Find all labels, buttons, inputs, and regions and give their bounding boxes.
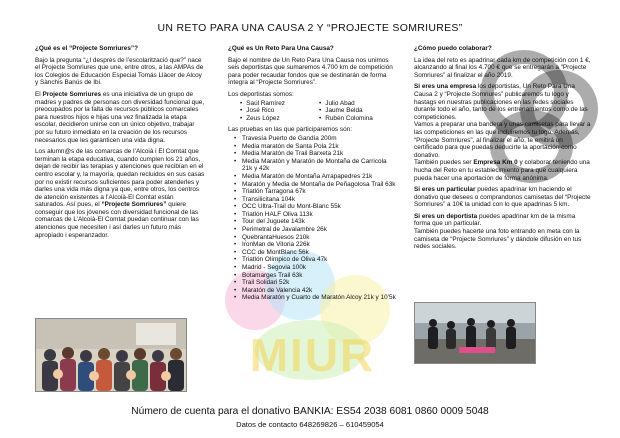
sportsmen-list xyxy=(240,100,398,123)
sportsman-name: • Zeus López xyxy=(240,115,319,123)
event-item: • Travesía Puerto de Gandía 200m xyxy=(234,135,398,143)
event-item: • Media Maratón de Trail Barxeta 21k xyxy=(234,150,398,158)
event-item: • Maratón de Valencia 42k xyxy=(234,287,398,295)
event-item: • Media Maratón y Maratón de Montaña de Carricola 21k y 42k xyxy=(234,158,398,173)
bank-account: Número de cuenta para el donativo BANKIA: ES54 2038 6081 0860 0009 5048 xyxy=(131,406,489,417)
event-item: • CCC de MontBlanc 56k xyxy=(234,249,398,257)
event-item: • Triatlón HALF Oliva 113k xyxy=(234,211,398,219)
events-list xyxy=(234,135,398,302)
group-photo-image xyxy=(36,319,186,391)
event-item: • QuebrantaHuesos 210k xyxy=(234,234,398,242)
event-item: • Media maratón de Santa Pola 21k xyxy=(234,143,398,151)
col3-heading: ¿Cómo puedo colaborar? xyxy=(414,45,492,52)
event-item: • Botamarges Trail 63k xyxy=(234,272,398,280)
sports-photo xyxy=(414,302,536,364)
event-item: • Triatlón Tarragona 67k xyxy=(234,188,398,196)
col1-p2-post: es una iniciativa de un grupo de madres y padres de personas con diversidad funcional que, preocupados por la falta de recursos públicos comarcales para nuestros hijos e hijas una vez finalizada la etapa escolar, decidieron unirse con un único objetivo, trabajar por su futuro inmediato en la creación de los recursos necesarios que les garanticen una vida digna. xyxy=(35,90,205,144)
col3-paragraph-deportista xyxy=(414,213,592,251)
col1-p3-pre: Los alumn@s de las comarcas de l’Alcoià i El Comtat que terminan la etapa educativa, cuando cumplen los 21 años, dejan de recibir las terapias y atenciones que recibían en el centro escolar y, la mayoría, quedan recluidos en sus casas por no existir recursos suficientes para poder atenderles y darles una vida más digna ya que, entre otros, los centros de atención existentes a l’Alcoià-El Comtat están saturados. Así pues, el xyxy=(35,148,205,209)
col3-empresa-text: los deportistas, Un Reto Para Una Causa 2 y “Projecte Somriures” publicaremos tu logo y hastags en nuestras publicaciones en las redes sociales durante todo el año, tanto de los entrenamientos como de las competiciones. xyxy=(414,83,588,121)
event-item: • Transilicitana 104k xyxy=(234,196,398,204)
contact-details: Datos de contacto 648269826 – 610459054 xyxy=(236,420,384,429)
col3-empresa-bold: Si eres una empresa xyxy=(414,83,477,91)
col3-paragraph-particular xyxy=(414,186,592,209)
column-como-colaborar xyxy=(414,45,592,255)
page-title: UN RETO PARA UNA CAUSA 2 Y “PROJECTE SOMRIURES” xyxy=(157,22,463,34)
col3-particular-text: puedes apadrinar km haciendo el donativo que desees o comprandonos camisetas del “Projecte Somriures” a 10€ la unidad con lo que apadrinas 5 km. xyxy=(414,186,591,209)
col3-km0-bold: Empresa Km 0 xyxy=(473,159,518,167)
column-un-reto xyxy=(228,45,398,302)
col3-deportista-bold: Si eres un deportista xyxy=(414,212,478,220)
col3-km0-post: y colaborar teniendo una hucha del Reto en tu establecimiento para que cualquiera pueda hacer una aportación de forma anónima. xyxy=(414,159,590,182)
event-item: • IronMan de Vitoria 226k xyxy=(234,241,398,249)
sportsman-name: • Saúl Ramírez xyxy=(240,100,319,108)
col1-p3-bold: “Projecte Somriures” xyxy=(101,201,167,209)
watermark-text: MIUR xyxy=(249,329,376,381)
col1-p3-post: quiere conseguir que los jóvenes con diversidad funcional de las comarcas de L’Alcoià-El Comtat puedan continuar con las atenciones que necesiten i así darles un futuro más apropiado i esperanzador. xyxy=(35,201,199,239)
col3-paragraph-1: La idea del reto es apadrinar cada km de competición con 1 €, alcanzando al final los 4.700 € que se entregarán a “Projecte Somriures” al finalizar el año 2019. xyxy=(414,56,591,79)
col1-p2-pre: El xyxy=(35,90,43,98)
sportsmen-label: Los deportistas somos: xyxy=(228,90,294,98)
sportsman-name: • Jaume Belda xyxy=(319,107,398,115)
sportsman-name: • Julio Abad xyxy=(319,100,398,108)
col2-heading: ¿Qué es Un Reto Para Una Causa? xyxy=(228,45,334,52)
sportsman-name: • José Rico xyxy=(240,107,319,115)
col3-particular-bold: Si eres un particular xyxy=(414,186,476,194)
event-item: • Maratón y Media de Montaña de Peñagolosa Trail 63k xyxy=(234,181,398,189)
col1-paragraph-2 xyxy=(35,91,205,144)
sportsman-name: • Rubén Colomina xyxy=(319,115,398,123)
col1-heading: ¿Qué es el “Projecte Somriures”? xyxy=(35,45,138,52)
event-item: • Perimetral de Javalambre 26k xyxy=(234,226,398,234)
event-item: • Media Maratón y Cuarto de Maratón Alcoy 21k y 10’5k xyxy=(234,294,398,302)
col3-empresa-flag: Vamos a preparar una bandera y unas camisetas para llevar a las competiciones en las que incluiremos tu logo. Además, “Projecte Somriures”, al finalizar el año, te emitirá un certificado para que puedas deducirte la aportación como donativo. xyxy=(414,121,591,159)
group-photo xyxy=(35,318,187,392)
event-item: • Media Maratón de Montaña Arrapapedres 21k xyxy=(234,173,398,181)
sports-photo-image xyxy=(415,303,535,363)
col3-photo-text: También puedes hacerte una foto entrando en meta con la camiseta de “Projecte Somriures” y dándole difusión en tus redes sociales. xyxy=(414,228,582,251)
col3-deportista-text: puedes apadrinar km de la misma forma que un particular. xyxy=(414,212,576,228)
col3-paragraph-empresa xyxy=(414,83,592,182)
events-label: Las pruebas en las que participaremos son: xyxy=(228,126,352,134)
col1-p2-bold: Projecte Somriures xyxy=(42,90,102,98)
col2-paragraph-1: Bajo el nombre de Un Reto Para Una Causa nos unimos seis deportistas que sumaremos 4.700 km de competición para poder recaudar fondos que se destinarán de forma íntegra al “Projecte Somriures”. xyxy=(228,56,393,87)
event-item: • Tour del Juguete 143k xyxy=(234,218,398,226)
event-item: • Trail Solidari 52k xyxy=(234,279,398,287)
col3-km0-pre: También puedes ser xyxy=(414,159,474,167)
event-item: • Madrid - Segovia 100k xyxy=(234,264,398,272)
event-item: • OCC Ultra-Trail du Mont-Blanc 55k xyxy=(234,203,398,211)
col1-paragraph-3 xyxy=(35,148,205,239)
col1-paragraph-1: Bajo la pregunta “¿I desprès de l’escolarització que?” nace el Projecte Somriures que une, entre otros, a las AMPAs de los Colegios de Educación Especial Tomás Llàcer de Alcoy y Sànchis Banús de Ibi. xyxy=(35,56,204,87)
event-item: • Triatlón Olímpico de Oliva 47k xyxy=(234,256,398,264)
column-projecte-somriures xyxy=(35,45,205,243)
